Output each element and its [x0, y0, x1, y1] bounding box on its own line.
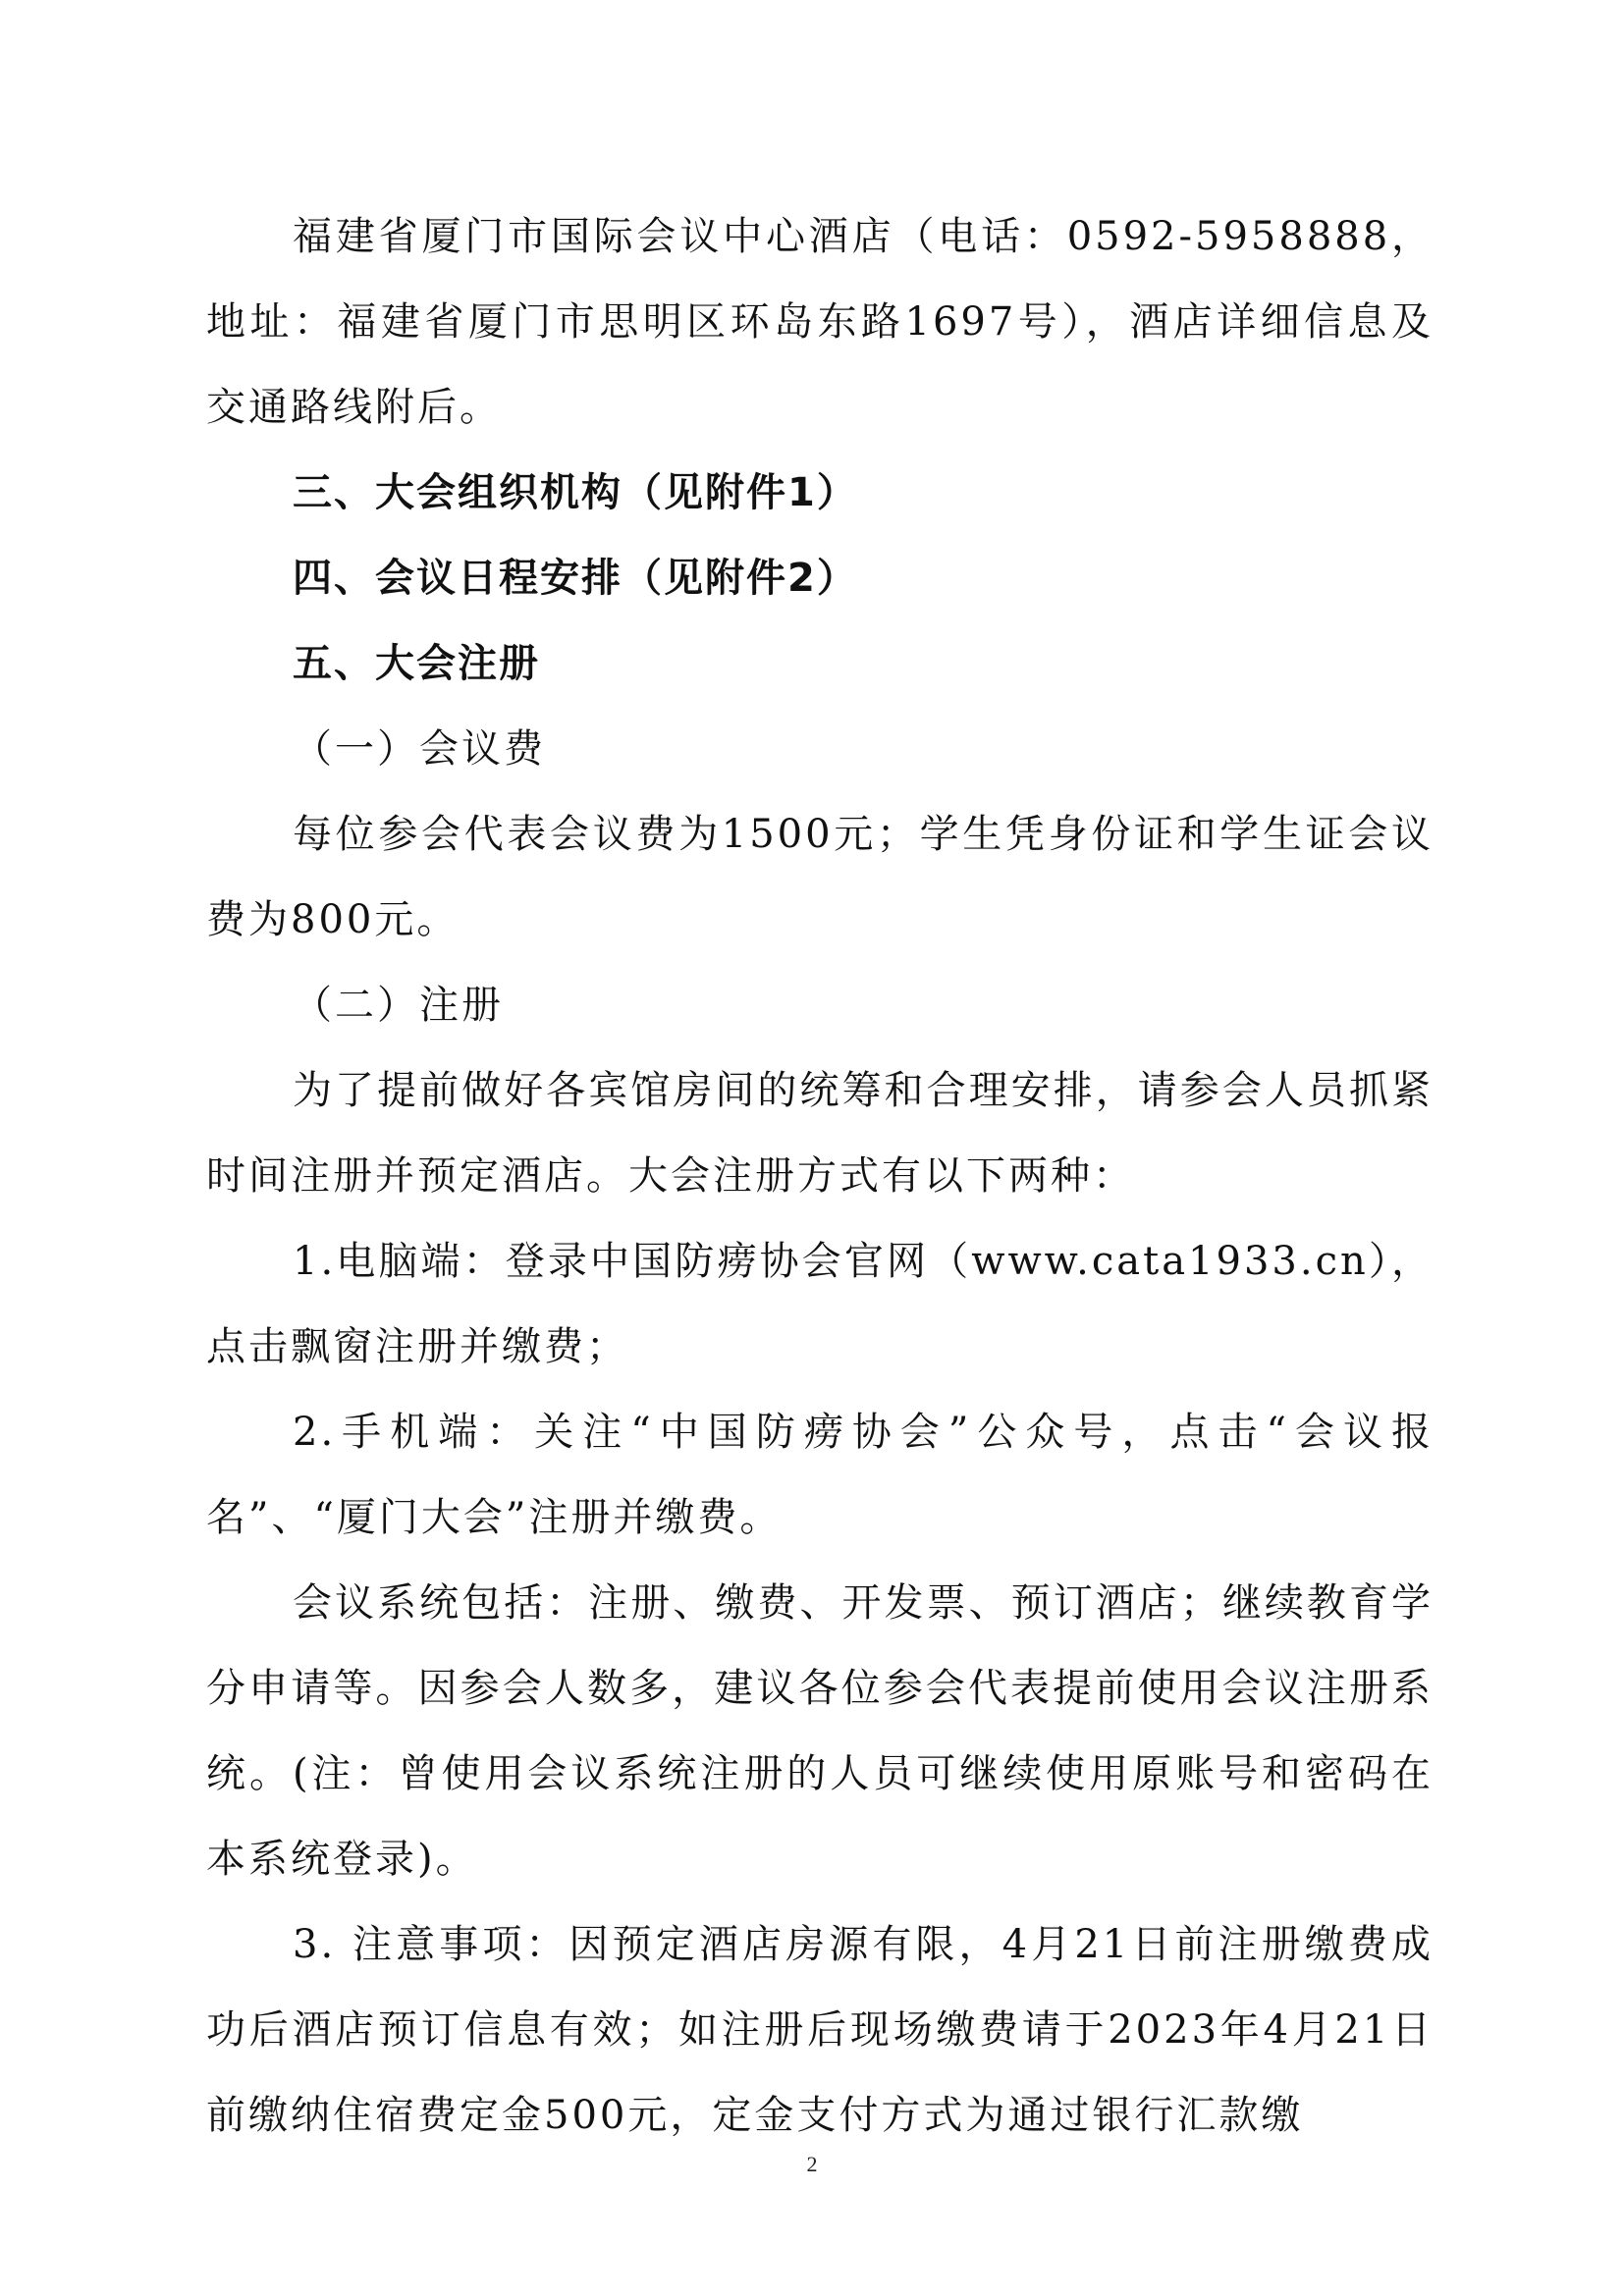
- registration-mobile-paragraph: 2.手机端：关注“中国防痨协会”公众号，点击“会议报名”、“厦门大会”注册并缴费。: [206, 1410, 1434, 1540]
- registration-intro-paragraph: 为了提前做好各宾馆房间的统筹和合理安排，请参会人员抓紧时间注册并预定酒店。大会注册方式有以下两种：: [206, 1068, 1434, 1199]
- page-number: 2: [806, 2152, 818, 2176]
- hotel-info-paragraph: 福建省厦门市国际会议中心酒店（电话：0592-5958888，地址：福建省厦门市思明区环岛东路1697号），酒店详细信息及交通路线附后。: [206, 214, 1434, 430]
- section-heading-schedule: 四、会议日程安排（见附件2）: [293, 556, 858, 601]
- notes-paragraph: 3. 注意事项：因预定酒店房源有限，4月21日前注册缴费成功后酒店预订信息有效；如注册后现场缴费请于2023年4月21日前缴纳住宿费定金500元，定金支付方式为通过银行汇款缴: [206, 1922, 1434, 2138]
- section-heading-registration: 五、大会注册: [293, 641, 540, 686]
- meeting-fee-paragraph: 每位参会代表会议费为1500元；学生凭身份证和学生证会议费为800元。: [206, 812, 1434, 942]
- registration-pc-paragraph: 1.电脑端：登录中国防痨协会官网（www.cata1933.cn），点击飘窗注册并缴费；: [206, 1239, 1434, 1369]
- subheading-meeting-fee: （一）会议费: [293, 726, 546, 772]
- subheading-registration: （二）注册: [293, 983, 504, 1028]
- section-heading-organization: 三、大会组织机构（见附件1）: [293, 470, 858, 515]
- system-features-paragraph: 会议系统包括：注册、缴费、开发票、预订酒店；继续教育学分申请等。因参会人数多，建议各位参会代表提前使用会议注册系统。(注：曾使用会议系统注册的人员可继续使用原账号和密码在本系统登录)。: [206, 1580, 1434, 1882]
- document-body: [206, 194, 1434, 2159]
